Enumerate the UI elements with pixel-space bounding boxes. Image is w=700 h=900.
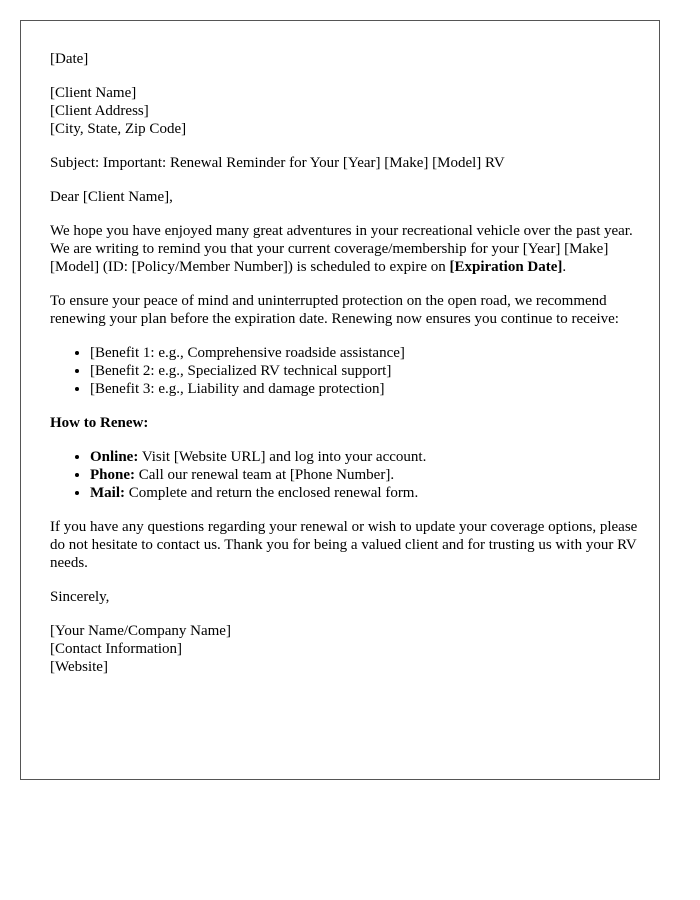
method-text: Visit [Website URL] and log into your account.	[138, 449, 427, 465]
recipient-city-state-zip: [City, State, Zip Code]	[50, 121, 187, 137]
renewal-methods-list	[50, 448, 640, 502]
method-text: Complete and return the enclosed renewal form.	[125, 485, 419, 501]
letter-body	[50, 50, 640, 692]
intro-paragraph	[50, 222, 640, 276]
signoff-line	[50, 588, 640, 606]
recommend-text: To ensure your peace of mind and uninterrupted protection on the open road, we recommend renewing your plan before the expiration date. Renewing now ensures you continue to receive:	[50, 293, 619, 327]
benefits-list	[50, 344, 640, 398]
signature-name: [Your Name/Company Name]	[50, 623, 231, 639]
method-text: Call our renewal team at [Phone Number].	[135, 467, 395, 483]
benefit-item: • [Benefit 3: e.g., Liability and damage protection]	[90, 380, 640, 398]
method-label: Online:	[90, 449, 139, 465]
renewal-method-phone	[90, 466, 640, 484]
recipient-name: [Client Name]	[50, 85, 137, 101]
closing-paragraph	[50, 518, 640, 572]
how-to-renew-heading	[50, 414, 640, 432]
method-label: Mail:	[90, 485, 125, 501]
signature-website: [Website]	[50, 659, 108, 675]
signature-block	[50, 622, 640, 676]
benefit-item: • [Benefit 2: e.g., Specialized RV technical support]	[90, 362, 640, 380]
intro-text: We hope you have enjoyed many great adventures in your recreational vehicle over the past year. We are writing to remind you that your current coverage/membership for your [Year] [Make] [Model] (ID: [Policy/Member Number]) is scheduled to expire on	[50, 223, 633, 275]
how-to-renew-heading-text: How to Renew:	[50, 415, 149, 431]
recipient-address: [Client Address]	[50, 103, 149, 119]
date-line	[50, 50, 640, 68]
subject: Subject: Important: Renewal Reminder for Your [Year] [Make] [Model] RV	[50, 155, 505, 171]
benefit-item: • [Benefit 1: e.g., Comprehensive roadside assistance]	[90, 344, 640, 362]
closing-text: If you have any questions regarding your renewal or wish to update your coverage options, please do not hesitate to contact us. Thank you for being a valued client and for trusting us with your RV needs.	[50, 519, 638, 571]
recipient-block	[50, 84, 640, 138]
subject-line	[50, 154, 640, 172]
signature-contact: [Contact Information]	[50, 641, 183, 657]
signoff: Sincerely,	[50, 589, 110, 605]
date: [Date]	[50, 51, 89, 67]
renewal-method-mail	[90, 484, 640, 502]
letter-page	[20, 20, 660, 780]
recommend-paragraph	[50, 292, 640, 328]
renewal-method-online	[90, 448, 640, 466]
expiration-date: [Expiration Date]	[449, 259, 563, 275]
intro-end: .	[562, 259, 567, 275]
salutation-line	[50, 188, 640, 206]
salutation: Dear [Client Name],	[50, 189, 173, 205]
method-label: Phone:	[90, 467, 135, 483]
